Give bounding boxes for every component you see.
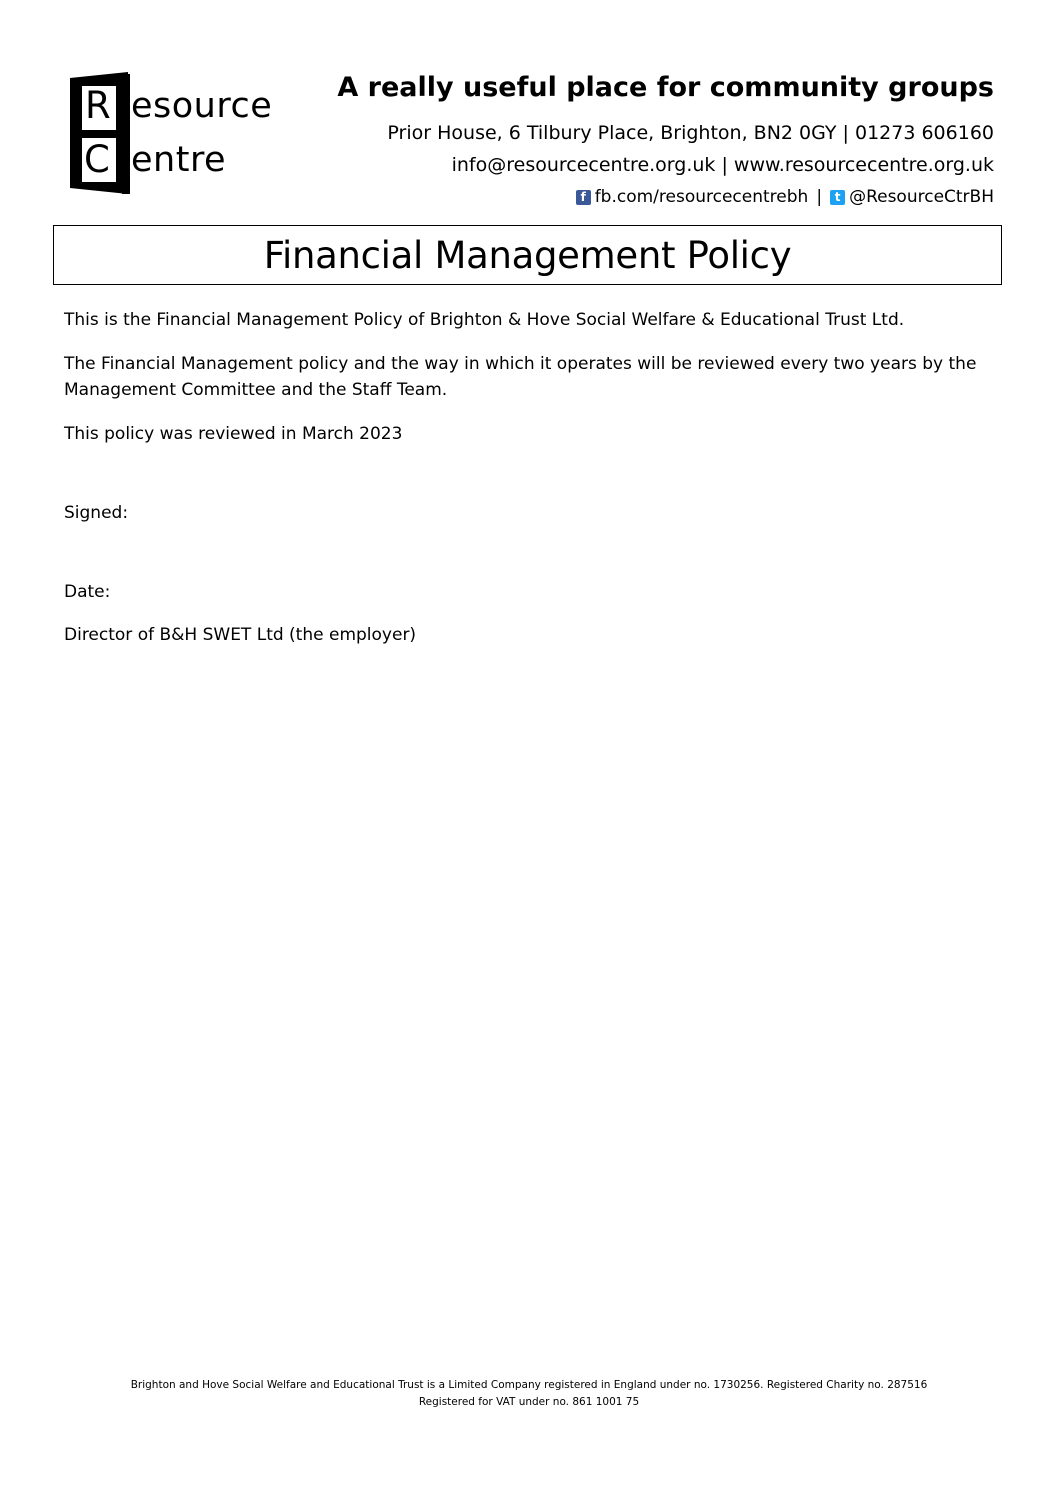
social-links <box>576 186 994 208</box>
footer-vat: Registered for VAT under no. 861 1001 75 <box>418 1396 640 1408</box>
logo-letter-c: C <box>84 138 110 181</box>
tagline: A really useful place for community groups <box>337 72 994 103</box>
web-line: info@resourcecentre.org.uk | www.resourcecentre.org.uk <box>451 154 994 176</box>
paragraph-intro: This is the Financial Management Policy of Brighton & Hove Social Welfare & Educational Trust Ltd. <box>64 310 905 330</box>
facebook-icon: f <box>576 190 591 205</box>
signed-label: Signed: <box>64 503 129 523</box>
logo-letter-r: R <box>85 84 111 127</box>
director-label: Director of B&H SWET Ltd (the employer) <box>64 625 417 645</box>
twitter-link[interactable]: @ResourceCtrBH <box>849 187 994 207</box>
footer-registration: Brighton and Hove Social Welfare and Educational Trust is a Limited Company registered in England under no. 1730256. Registered Charity no. 287516 <box>130 1379 928 1391</box>
paragraph-reviewed-date: This policy was reviewed in March 2023 <box>64 424 403 444</box>
door-edge <box>122 74 130 194</box>
logo-word-entre: entre <box>131 140 227 180</box>
date-label: Date: <box>64 582 111 602</box>
paragraph-review: The Financial Management policy and the way in which it operates will be reviewed every two years by the Management Committee and the Staff Team. <box>64 354 977 400</box>
title-box <box>53 225 1002 285</box>
address-line: Prior House, 6 Tilbury Place, Brighton, BN2 0GY | 01273 606160 <box>387 122 994 144</box>
logo-word-esource: esource <box>131 86 273 126</box>
social-separator: | <box>816 187 823 207</box>
twitter-icon: t <box>830 190 845 205</box>
resource-centre-logo <box>66 70 296 200</box>
facebook-link[interactable]: fb.com/resourcecentrebh <box>594 187 809 207</box>
document-title: Financial Management Policy <box>263 233 792 277</box>
